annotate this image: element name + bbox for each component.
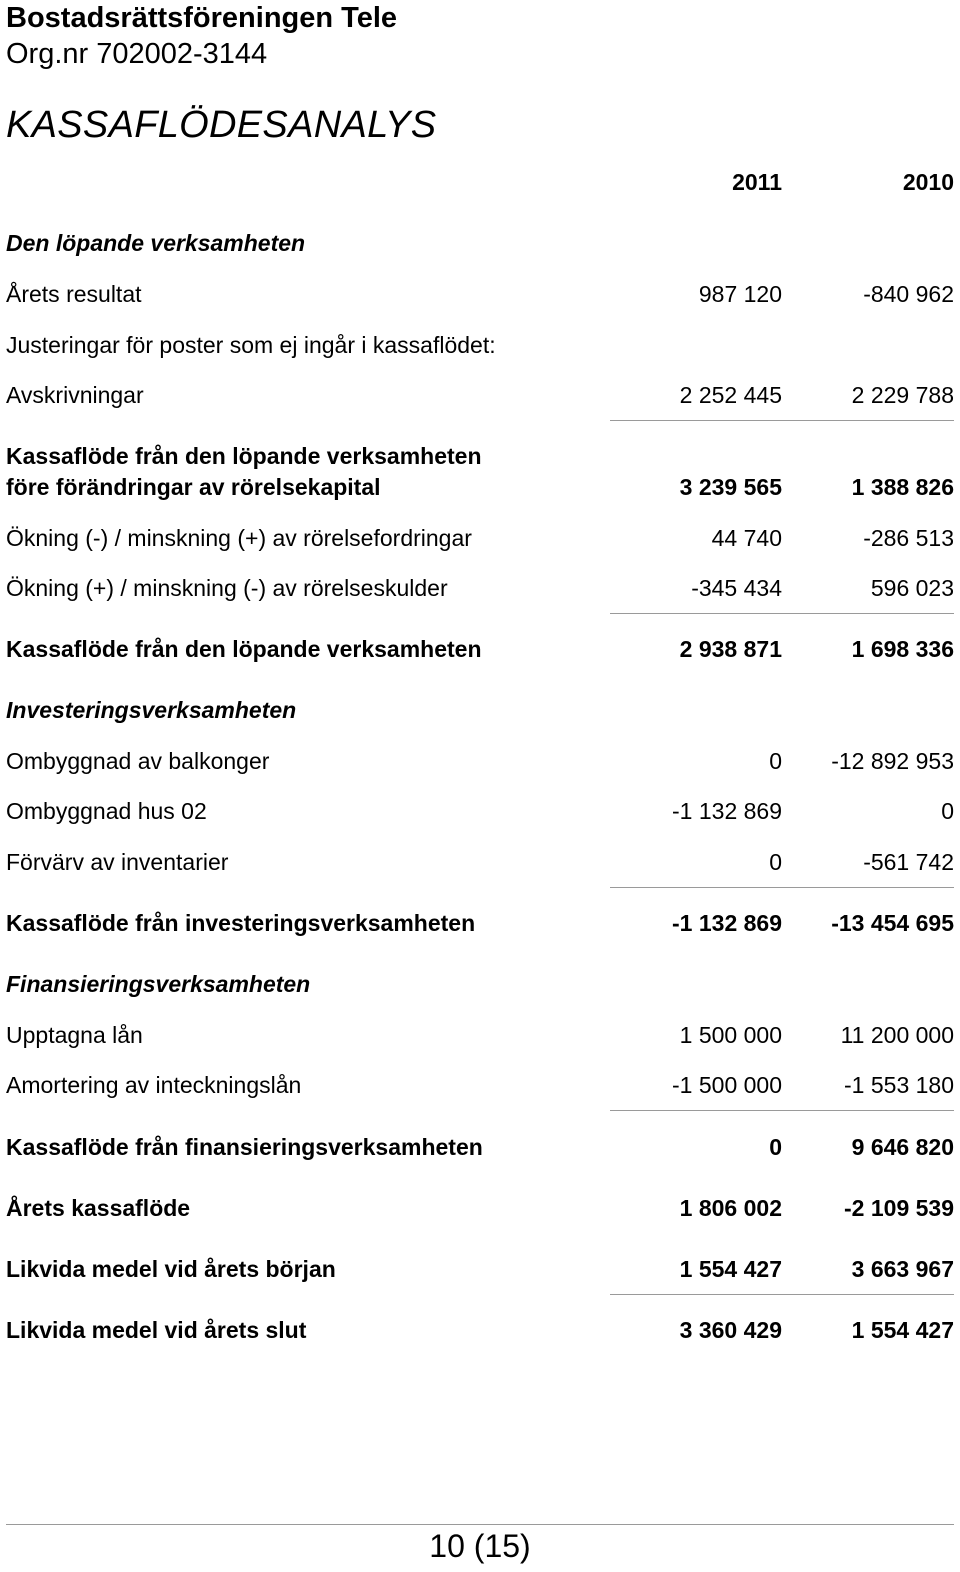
row-label: Likvida medel vid årets slut (6, 1317, 307, 1343)
row-label: Ombyggnad av balkonger (6, 748, 270, 774)
value-2011: 0 (769, 1134, 782, 1160)
row-label: Kassaflöde från den löpande verksamheten (6, 636, 482, 662)
org-name: Bostadsrättsföreningen Tele (6, 2, 398, 34)
value-2010: 11 200 000 (840, 1022, 954, 1048)
column-header-2011: 2011 (732, 169, 782, 195)
value-2011: 1 500 000 (679, 1022, 782, 1048)
row-label: Investeringsverksamheten (6, 697, 297, 723)
value-2011: -1 132 869 (672, 910, 782, 936)
row-label: Amortering av inteckningslån (6, 1072, 302, 1098)
value-2011: 2 252 445 (679, 382, 782, 408)
value-2011: 987 120 (698, 281, 782, 307)
value-2011: 2 938 871 (679, 636, 782, 662)
row-label: Ombyggnad hus 02 (6, 798, 207, 824)
row-label: Likvida medel vid årets början (6, 1256, 336, 1282)
value-2010: -1 553 180 (844, 1072, 954, 1098)
footer-divider (6, 1524, 954, 1525)
value-2011: 1 806 002 (679, 1195, 782, 1221)
value-2010: 0 (941, 798, 954, 824)
total-rule (610, 1294, 954, 1295)
row-label: Årets resultat (6, 281, 142, 307)
value-2011: -345 434 (691, 575, 782, 601)
value-2010: 2 229 788 (851, 382, 954, 408)
value-2010: -840 962 (863, 281, 954, 307)
page-number: 10 (15) (429, 1528, 531, 1564)
value-2011: 0 (769, 849, 782, 875)
subtotal-rule (610, 420, 954, 421)
row-label: Förvärv av inventarier (6, 849, 229, 875)
row-label: Kassaflöde från finansieringsverksamheten (6, 1134, 483, 1160)
value-2011: -1 500 000 (672, 1072, 782, 1098)
row-label: Den löpande verksamheten (6, 230, 306, 256)
value-2011: 3 360 429 (679, 1317, 782, 1343)
value-2010: -2 109 539 (844, 1195, 954, 1221)
row-label: Årets kassaflöde (6, 1195, 191, 1221)
row-label: Kassaflöde från den löpande verksamheten (6, 443, 482, 469)
value-2011: 44 740 (711, 525, 782, 551)
row-label: Justeringar för poster som ej ingår i kassaflödet: (6, 332, 496, 358)
row-label: före förändringar av rörelsekapital (6, 474, 381, 500)
value-2010: 596 023 (870, 575, 954, 601)
row-label: Ökning (-) / minskning (+) av rörelsefordringar (6, 525, 472, 551)
value-2010: 3 663 967 (851, 1256, 954, 1282)
subtotal-rule (610, 1110, 954, 1111)
value-2011: 3 239 565 (679, 474, 782, 500)
value-2010: 1 698 336 (851, 636, 954, 662)
row-label: Avskrivningar (6, 382, 144, 408)
org-number: Org.nr 702002-3144 (6, 38, 268, 70)
value-2011: -1 132 869 (672, 798, 782, 824)
value-2011: 1 554 427 (679, 1256, 782, 1282)
subtotal-rule (610, 887, 954, 888)
value-2011: 0 (769, 748, 782, 774)
row-label: Kassaflöde från investeringsverksamheten (6, 910, 476, 936)
row-label: Ökning (+) / minskning (-) av rörelseskulder (6, 575, 448, 601)
row-label: Finansieringsverksamheten (6, 971, 311, 997)
value-2010: -286 513 (863, 525, 954, 551)
row-label: Upptagna lån (6, 1022, 143, 1048)
subtotal-rule (610, 613, 954, 614)
value-2010: 9 646 820 (851, 1134, 954, 1160)
value-2010: 1 554 427 (851, 1317, 954, 1343)
column-header-2010: 2010 (902, 169, 954, 195)
document-title: KASSAFLÖDESANALYS (6, 104, 437, 146)
value-2010: 1 388 826 (851, 474, 954, 500)
value-2010: -13 454 695 (831, 910, 954, 936)
value-2010: -561 742 (863, 849, 954, 875)
value-2010: -12 892 953 (831, 748, 954, 774)
